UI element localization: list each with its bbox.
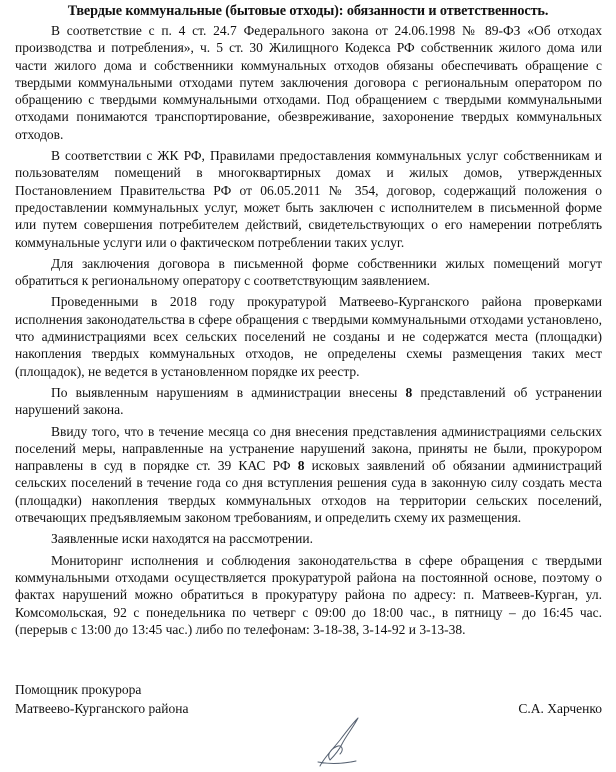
paragraph-5-text-end: представлений об устранении нарушений закона. bbox=[15, 384, 602, 418]
paragraph-4: Проведенными в 2018 году прокуратурой Матвеево-Курганского района проверками исполнения законодательства в сфере обращения с твердыми коммунальными отходами установлено, что администрациями всех сельских поселений не созданы и не содержатся места (площадки) накопления твердых коммунальных отходов, не определены схемы размещения таких мест (площадок), не ведется в установленном порядке их реестр. bbox=[15, 294, 602, 379]
document-body bbox=[15, 22, 602, 642]
paragraph-5-text-start: По выявленным нарушениям в администрации внесены bbox=[51, 384, 406, 400]
paragraph-1: В соответствие с п. 4 ст. 24.7 Федерального закона от 24.06.1998 № 89-ФЗ «Об отходах производства и потребления», ч. 5 ст. 30 Жилищного Кодекса РФ собственник жилого дома или части жилого дома и собственники коммунальных отходов обязаны обеспечивать обращение с твердыми коммунальными отходами путем заключения договора с региональным оператором по обращению с твердыми коммунальными отходами. Под обращением с твердыми коммунальными отходами понимаются транспортирование, обезвреживание, захоронение твердых коммунальных отходов. bbox=[15, 23, 602, 142]
paragraph-6-text-start: Ввиду того, что в течение месяца со дня внесения представления администрациями сельских поселений меры, направленные на устранение нарушений закона, приняты не были, прокурором направлены в суд в порядке ст. 39 КАС РФ bbox=[15, 423, 602, 474]
signatory-position-line-1: Помощник прокурора bbox=[15, 682, 142, 697]
paragraph-6-text-end: исковых заявлений об обязании администраций сельских поселений в течение года со дня вступления решения суда в законную силу создать места (площадки) накопления твердых коммунальных отходов на территории сельских поселений, отвечающих предъявляемым законом требованиям, и определить схему их размещения. bbox=[15, 458, 603, 526]
paragraph-2: В соответствии с ЖК РФ, Правилами предоставления коммунальных услуг собственникам и пользователям помещений в многоквартирных домах и жилых домов, утвержденных Постановлением Правительства РФ от 06.05.2011 № 354, договор, содержащий положения о предоставлении коммунальных услуг, может быть заключен с исполнителем в письменной форме или путем совершения потребителем действий, свидетельствующих о его намерении потреблять коммунальные услуги или о фактическом потреблении таких услуг. bbox=[15, 148, 602, 250]
signatory-name: С.А. Харченко bbox=[518, 701, 602, 716]
lawsuits-count: 8 bbox=[297, 458, 305, 474]
paragraph-7: Заявленные иски находятся на рассмотрении. bbox=[51, 531, 313, 547]
signatory-position bbox=[15, 680, 188, 718]
handwritten-signature bbox=[312, 714, 370, 770]
submissions-count: 8 bbox=[405, 384, 413, 400]
signatory-position-line-2: Матвеево-Курганского района bbox=[15, 701, 189, 716]
paragraph-3: Для заключения договора в письменной форме собственники жилых помещений могут обратиться к региональному оператору с соответствующим заявлением. bbox=[15, 255, 602, 289]
paragraph-5 bbox=[15, 384, 602, 419]
document-title: Твердые коммунальные (бытовые отходы): обязанности и ответственность. bbox=[67, 3, 549, 19]
paragraph-6 bbox=[15, 423, 602, 527]
paragraph-8: Мониторинг исполнения и соблюдения законодательства в сфере обращения с твердыми коммунальными отходами осуществляется прокуратурой района на постоянной основе, поэтому о фактах нарушений можно обратиться в прокуратуру района по адресу: п. Матвеев-Курган, ул. Комсомольская, 92 с понедельника по четверг с 09:00 до 18:00 час., в пятницу – до 16:45 час. (перерыв с 13:00 до 13:45 час.) либо по телефонам: 3-18-38, 3-14-92 и 3-13-38. bbox=[15, 552, 602, 637]
